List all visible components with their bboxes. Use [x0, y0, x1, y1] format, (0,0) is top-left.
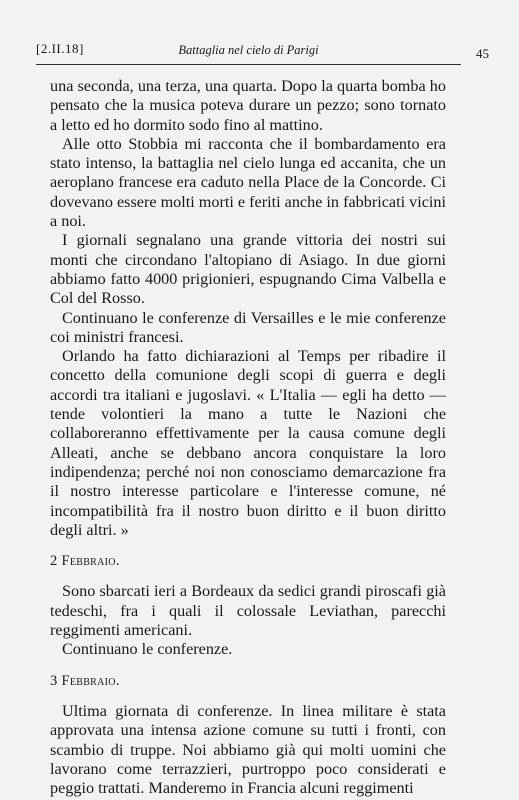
paragraph: una seconda, una terza, una quarta. Dopo la quarta bomba ho pensato che la musica poteva durare un pezzo; sono tornato a letto ed ho dormito sodo fino al mattino.	[50, 77, 446, 134]
header-title: Battaglia nel cielo di Parigi	[178, 43, 319, 57]
paragraph: I giornali segnalano una grande vittoria dei nostri sui monti che circondano l'altopiano di Asiago. In due giorni abbiamo fatto 4000 prigionieri, espugnando Cima Valbella e Col del Rosso.	[50, 231, 446, 308]
diary-entry-heading: 2 Febbraio.	[50, 553, 120, 570]
paragraph: Alle otto Stobbia mi racconta che il bombardamento era stato intenso, la battaglia nel cielo lunga ed accanita, che un aeroplano francese era caduto nella Place de la Concorde. Ci dovevano essere molti morti e feriti anche in fabbricati vicini a noi.	[50, 134, 447, 231]
paragraph: Continuano le conferenze di Versailles e le mie conferenze coi ministri francesi.	[50, 308, 446, 346]
running-header	[36, 38, 489, 65]
paragraph: Orlando ha fatto dichiarazioni al Temps per ribadire il concetto della comunione degli scopi di guerra e degli accordi tra italiani e jugoslavi. « L'Italia — egli ha detto — tende volontieri la mano a tutte le Nazioni che collaboreranno effettivamente per la causa comune degli Alleati, anche se debbano ancora conquistare la loro indipendenza; perché noi non conosciamo demarcazione fra il nostro interesse particolare e l'interesse comune, né incompatibilità fra il nostro buon diritto e il buon diritto degli altri. »	[50, 347, 446, 539]
paragraph: Ultima giornata di conferenze. In linea militare è stata approvata una intensa azione comune su tutti i fronti, con scambio di truppe. Noi abbiamo già qui molti uomini che lavorano come terrazzieri, purtroppo poco considerati e peggio trattati. Manderemo in Francia alcuni reggimenti	[50, 701, 446, 798]
header-date: [2.II.18]	[36, 41, 84, 56]
paragraph: Continuano le conferenze.	[62, 640, 233, 659]
page-body	[50, 77, 446, 798]
diary-entry-heading: 3 Febbraio.	[50, 672, 120, 689]
page-number: 45	[476, 46, 489, 61]
paragraph: Sono sbarcati ieri a Bordeaux da sedici grandi piroscafi già tedeschi, fra i quali il colossale Leviathan, parecchi reggimenti americani.	[50, 582, 446, 640]
